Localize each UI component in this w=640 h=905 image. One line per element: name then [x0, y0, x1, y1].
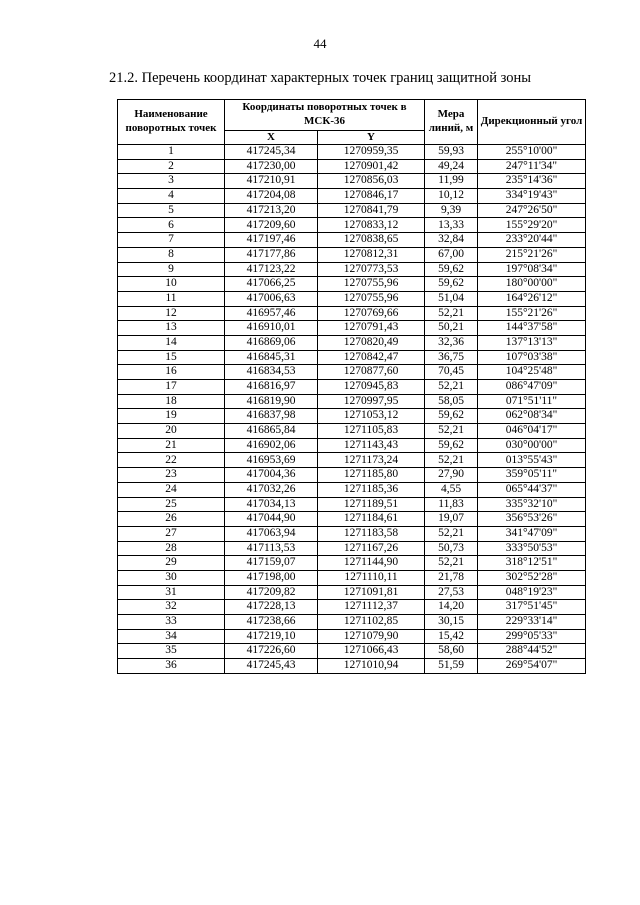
cell-length: 11,99 — [425, 174, 478, 189]
cell-angle: 255°10'00" — [478, 145, 586, 160]
header-point-name: Наименование поворотных точек — [118, 100, 225, 145]
cell-y: 1271112,37 — [318, 600, 425, 615]
cell-point: 26 — [118, 512, 225, 527]
cell-point: 10 — [118, 277, 225, 292]
cell-length: 58,60 — [425, 644, 478, 659]
cell-angle: 104°25'48" — [478, 365, 586, 380]
cell-y: 1271183,58 — [318, 526, 425, 541]
cell-point: 14 — [118, 335, 225, 350]
cell-point: 19 — [118, 409, 225, 424]
table-row — [118, 380, 586, 395]
cell-x: 416869,06 — [225, 335, 318, 350]
cell-length: 52,21 — [425, 526, 478, 541]
cell-angle: 048°19'23" — [478, 585, 586, 600]
table-row — [118, 644, 586, 659]
cell-angle: 107°03'38" — [478, 350, 586, 365]
cell-point: 30 — [118, 570, 225, 585]
cell-y: 1270841,79 — [318, 203, 425, 218]
cell-x: 417159,07 — [225, 556, 318, 571]
table-row — [118, 497, 586, 512]
cell-length: 52,21 — [425, 453, 478, 468]
cell-point: 9 — [118, 262, 225, 277]
cell-angle: 137°13'13" — [478, 335, 586, 350]
cell-y: 1271173,24 — [318, 453, 425, 468]
cell-x: 417210,91 — [225, 174, 318, 189]
cell-point: 21 — [118, 438, 225, 453]
cell-length: 32,36 — [425, 335, 478, 350]
cell-x: 417032,26 — [225, 482, 318, 497]
cell-angle: 269°54'07" — [478, 659, 586, 674]
table-row — [118, 247, 586, 262]
cell-angle: 288°44'52" — [478, 644, 586, 659]
cell-length: 11,83 — [425, 497, 478, 512]
table-row — [118, 541, 586, 556]
cell-point: 5 — [118, 203, 225, 218]
cell-length: 59,62 — [425, 262, 478, 277]
cell-angle: 229°33'14" — [478, 615, 586, 630]
cell-x: 417066,25 — [225, 277, 318, 292]
table-row — [118, 218, 586, 233]
header-coordinates: Координаты поворотных точек в МСК-36 — [225, 100, 425, 131]
cell-x: 416837,98 — [225, 409, 318, 424]
table-row — [118, 615, 586, 630]
cell-point: 36 — [118, 659, 225, 674]
table-row — [118, 291, 586, 306]
cell-y: 1270877,60 — [318, 365, 425, 380]
cell-angle: 164°26'12" — [478, 291, 586, 306]
cell-x: 417197,46 — [225, 233, 318, 248]
cell-angle: 180°00'00" — [478, 277, 586, 292]
cell-angle: 333°50'53" — [478, 541, 586, 556]
cell-x: 416953,69 — [225, 453, 318, 468]
cell-y: 1270838,65 — [318, 233, 425, 248]
cell-y: 1270755,96 — [318, 277, 425, 292]
cell-y: 1270997,95 — [318, 394, 425, 409]
table-row — [118, 556, 586, 571]
cell-y: 1271105,83 — [318, 424, 425, 439]
cell-y: 1270945,83 — [318, 380, 425, 395]
cell-angle: 302°52'28" — [478, 570, 586, 585]
cell-x: 417209,82 — [225, 585, 318, 600]
cell-y: 1271102,85 — [318, 615, 425, 630]
cell-length: 19,07 — [425, 512, 478, 527]
table-row — [118, 350, 586, 365]
cell-length: 13,33 — [425, 218, 478, 233]
cell-y: 1270959,35 — [318, 145, 425, 160]
table-row — [118, 526, 586, 541]
cell-angle: 062°08'34" — [478, 409, 586, 424]
cell-angle: 299°05'33" — [478, 629, 586, 644]
cell-angle: 335°32'10" — [478, 497, 586, 512]
cell-length: 52,21 — [425, 380, 478, 395]
cell-y: 1270901,42 — [318, 159, 425, 174]
table-row — [118, 409, 586, 424]
cell-length: 50,73 — [425, 541, 478, 556]
cell-angle: 155°21'26" — [478, 306, 586, 321]
cell-point: 23 — [118, 468, 225, 483]
cell-y: 1270769,66 — [318, 306, 425, 321]
cell-y: 1271079,90 — [318, 629, 425, 644]
table-row — [118, 659, 586, 674]
cell-length: 70,45 — [425, 365, 478, 380]
cell-point: 2 — [118, 159, 225, 174]
cell-y: 1271184,61 — [318, 512, 425, 527]
cell-angle: 215°21'26" — [478, 247, 586, 262]
cell-x: 417238,66 — [225, 615, 318, 630]
table-row — [118, 203, 586, 218]
table-row — [118, 159, 586, 174]
cell-point: 13 — [118, 321, 225, 336]
table-row — [118, 600, 586, 615]
cell-x: 417113,53 — [225, 541, 318, 556]
cell-length: 36,75 — [425, 350, 478, 365]
cell-point: 29 — [118, 556, 225, 571]
cell-point: 3 — [118, 174, 225, 189]
cell-x: 416865,84 — [225, 424, 318, 439]
table-row — [118, 189, 586, 204]
cell-y: 1270842,47 — [318, 350, 425, 365]
section-heading: 21.2. Перечень координат характерных точек границ защитной зоны — [109, 70, 531, 86]
cell-point: 31 — [118, 585, 225, 600]
cell-angle: 144°37'58" — [478, 321, 586, 336]
header-direction-angle: Дирекционный угол — [478, 100, 586, 145]
table-row — [118, 453, 586, 468]
page-number: 44 — [313, 36, 327, 51]
cell-length: 50,21 — [425, 321, 478, 336]
header-line-length: Мера линий, м — [425, 100, 478, 145]
cell-x: 417204,08 — [225, 189, 318, 204]
cell-x: 417063,94 — [225, 526, 318, 541]
cell-x: 416819,90 — [225, 394, 318, 409]
cell-point: 15 — [118, 350, 225, 365]
cell-length: 4,55 — [425, 482, 478, 497]
cell-length: 9,39 — [425, 203, 478, 218]
header-x: X — [225, 131, 318, 145]
table-row — [118, 570, 586, 585]
cell-point: 7 — [118, 233, 225, 248]
table-row — [118, 321, 586, 336]
cell-angle: 247°26'50" — [478, 203, 586, 218]
table-row — [118, 233, 586, 248]
cell-x: 417228,13 — [225, 600, 318, 615]
table-header — [118, 100, 586, 145]
table-row — [118, 277, 586, 292]
cell-x: 417226,60 — [225, 644, 318, 659]
cell-point: 4 — [118, 189, 225, 204]
cell-y: 1271110,11 — [318, 570, 425, 585]
cell-length: 49,24 — [425, 159, 478, 174]
cell-angle: 318°12'51" — [478, 556, 586, 571]
cell-length: 59,93 — [425, 145, 478, 160]
cell-x: 417245,34 — [225, 145, 318, 160]
cell-x: 417209,60 — [225, 218, 318, 233]
cell-x: 416902,06 — [225, 438, 318, 453]
cell-point: 8 — [118, 247, 225, 262]
cell-angle: 233°20'44" — [478, 233, 586, 248]
cell-angle: 334°19'43" — [478, 189, 586, 204]
cell-length: 10,12 — [425, 189, 478, 204]
cell-angle: 065°44'37" — [478, 482, 586, 497]
cell-y: 1271091,81 — [318, 585, 425, 600]
cell-point: 33 — [118, 615, 225, 630]
cell-point: 25 — [118, 497, 225, 512]
table-row — [118, 512, 586, 527]
cell-y: 1271167,26 — [318, 541, 425, 556]
cell-length: 52,21 — [425, 424, 478, 439]
cell-y: 1271185,36 — [318, 482, 425, 497]
cell-point: 20 — [118, 424, 225, 439]
cell-y: 1270791,43 — [318, 321, 425, 336]
cell-angle: 197°08'34" — [478, 262, 586, 277]
table-row — [118, 424, 586, 439]
cell-angle: 155°29'20" — [478, 218, 586, 233]
cell-length: 58,05 — [425, 394, 478, 409]
cell-y: 1270755,96 — [318, 291, 425, 306]
header-y: Y — [318, 131, 425, 145]
cell-length: 14,20 — [425, 600, 478, 615]
cell-y: 1270820,49 — [318, 335, 425, 350]
cell-y: 1271185,80 — [318, 468, 425, 483]
cell-y: 1270773,53 — [318, 262, 425, 277]
table-row — [118, 145, 586, 160]
table-row — [118, 482, 586, 497]
cell-length: 30,15 — [425, 615, 478, 630]
cell-point: 27 — [118, 526, 225, 541]
cell-x: 416816,97 — [225, 380, 318, 395]
cell-y: 1270856,03 — [318, 174, 425, 189]
cell-length: 51,04 — [425, 291, 478, 306]
table-row — [118, 262, 586, 277]
cell-length: 32,84 — [425, 233, 478, 248]
cell-length: 67,00 — [425, 247, 478, 262]
cell-x: 417245,43 — [225, 659, 318, 674]
cell-y: 1271144,90 — [318, 556, 425, 571]
cell-y: 1271053,12 — [318, 409, 425, 424]
cell-point: 6 — [118, 218, 225, 233]
cell-point: 12 — [118, 306, 225, 321]
table-row — [118, 438, 586, 453]
table-row — [118, 629, 586, 644]
cell-point: 22 — [118, 453, 225, 468]
table-row — [118, 468, 586, 483]
cell-length: 52,21 — [425, 556, 478, 571]
cell-x: 417123,22 — [225, 262, 318, 277]
cell-x: 416957,46 — [225, 306, 318, 321]
cell-y: 1271066,43 — [318, 644, 425, 659]
cell-length: 51,59 — [425, 659, 478, 674]
cell-point: 28 — [118, 541, 225, 556]
cell-length: 21,78 — [425, 570, 478, 585]
cell-point: 17 — [118, 380, 225, 395]
cell-point: 18 — [118, 394, 225, 409]
cell-angle: 086°47'09" — [478, 380, 586, 395]
cell-angle: 046°04'17" — [478, 424, 586, 439]
cell-length: 59,62 — [425, 277, 478, 292]
cell-point: 16 — [118, 365, 225, 380]
cell-x: 417230,00 — [225, 159, 318, 174]
cell-y: 1270833,12 — [318, 218, 425, 233]
table-row — [118, 174, 586, 189]
cell-angle: 013°55'43" — [478, 453, 586, 468]
cell-angle: 359°05'11" — [478, 468, 586, 483]
cell-point: 24 — [118, 482, 225, 497]
cell-angle: 247°11'34" — [478, 159, 586, 174]
cell-x: 416910,01 — [225, 321, 318, 336]
cell-length: 59,62 — [425, 438, 478, 453]
cell-point: 1 — [118, 145, 225, 160]
table-body — [118, 145, 586, 674]
cell-point: 35 — [118, 644, 225, 659]
cell-point: 11 — [118, 291, 225, 306]
cell-length: 52,21 — [425, 306, 478, 321]
table-row — [118, 306, 586, 321]
cell-angle: 235°14'36" — [478, 174, 586, 189]
cell-angle: 341°47'09" — [478, 526, 586, 541]
cell-angle: 356°53'26" — [478, 512, 586, 527]
cell-point: 34 — [118, 629, 225, 644]
cell-y: 1270812,31 — [318, 247, 425, 262]
cell-x: 417034,13 — [225, 497, 318, 512]
cell-x: 417044,90 — [225, 512, 318, 527]
cell-x: 417213,20 — [225, 203, 318, 218]
cell-x: 417006,63 — [225, 291, 318, 306]
cell-y: 1270846,17 — [318, 189, 425, 204]
cell-length: 15,42 — [425, 629, 478, 644]
cell-x: 416845,31 — [225, 350, 318, 365]
cell-point: 32 — [118, 600, 225, 615]
cell-y: 1271010,94 — [318, 659, 425, 674]
cell-angle: 030°00'00" — [478, 438, 586, 453]
cell-x: 417219,10 — [225, 629, 318, 644]
table-row — [118, 335, 586, 350]
cell-angle: 317°51'45" — [478, 600, 586, 615]
cell-x: 417177,86 — [225, 247, 318, 262]
cell-length: 27,90 — [425, 468, 478, 483]
table-row — [118, 585, 586, 600]
cell-x: 416834,53 — [225, 365, 318, 380]
cell-length: 27,53 — [425, 585, 478, 600]
coordinates-table — [117, 99, 586, 674]
cell-x: 417198,00 — [225, 570, 318, 585]
cell-x: 417004,36 — [225, 468, 318, 483]
cell-angle: 071°51'11" — [478, 394, 586, 409]
cell-length: 59,62 — [425, 409, 478, 424]
table-row — [118, 365, 586, 380]
table-row — [118, 394, 586, 409]
cell-y: 1271143,43 — [318, 438, 425, 453]
cell-y: 1271189,51 — [318, 497, 425, 512]
